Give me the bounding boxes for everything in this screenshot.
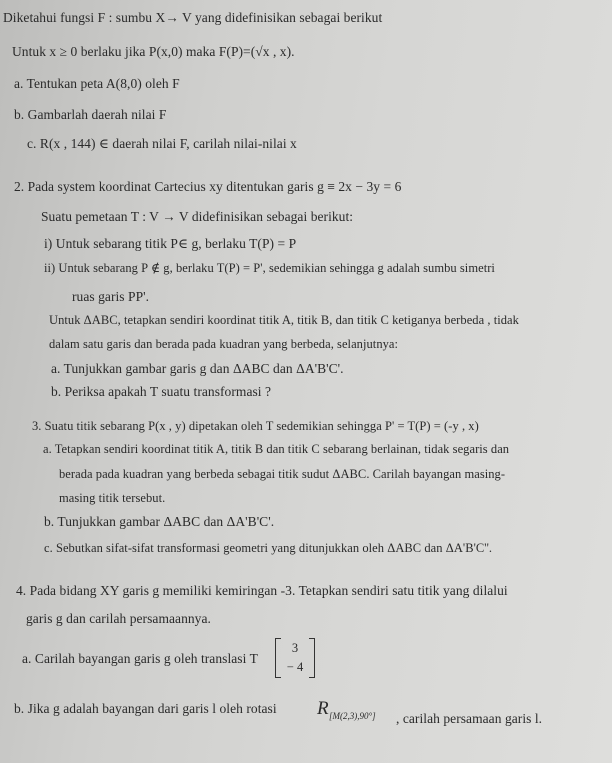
question-2-title: 2. Pada system koordinat Cartecius xy ditentukan garis g ≡ 2x − 3y = 6 — [14, 179, 402, 194]
question-4-title: 4. Pada bidang XY garis g memiliki kemiringan -3. Tetapkan sendiri satu titik yang dilalui — [16, 583, 508, 598]
rotation-symbol: R — [317, 698, 329, 719]
question-2-rule-1: i) Untuk sebarang titik P∈ g, berlaku T(P) = P — [44, 236, 297, 251]
question-2a: a. Tunjukkan gambar garis g dan ΔABC dan ΔA'B'C'. — [51, 361, 344, 376]
vector-bottom-entry: − 4 — [286, 660, 304, 674]
intro-line: Diketahui fungsi F : sumbu X→ V yang didefinisikan sebagai berikut — [3, 10, 383, 25]
condition-line: Untuk x ≥ 0 berlaku jika P(x,0) maka F(P)=(√x , x). — [12, 44, 295, 59]
question-1c: c. R(x , 144) ∈ daerah nilai F, carilah nilai-nilai x — [27, 136, 297, 151]
question-4b-end: , carilah persamaan garis l. — [396, 711, 543, 726]
question-2b: b. Periksa apakah T suatu transformasi ? — [51, 384, 272, 399]
question-3a-cont-2: masing titik tersebut. — [59, 491, 166, 505]
question-3a: a. Tetapkan sendiri koordinat titik A, titik B dan titik C sebarang berlainan, tidak segaris dan — [43, 442, 510, 456]
vector-top-entry: 3 — [291, 641, 299, 655]
question-3b: b. Tunjukkan gambar ΔABC dan ΔA'B'C'. — [44, 514, 275, 529]
question-1b: b. Gambarlah daerah nilai F — [14, 107, 167, 122]
question-4-title-cont: garis g dan carilah persamaannya. — [26, 611, 211, 626]
translation-column-vector — [275, 638, 315, 678]
question-3a-cont-1: berada pada kuadran yang berbeda sebagai titik sudut ΔABC. Carilah bayangan masing- — [59, 467, 506, 481]
question-1a: a. Tentukan peta A(8,0) oleh F — [14, 76, 180, 91]
question-3-title: 3. Suatu titik sebarang P(x , y) dipetakan oleh T sedemikian sehingga P' = T(P) = (-y , x) — [32, 419, 479, 433]
question-2-triangle-cont: dalam satu garis dan berada pada kuadran yang berbeda, selanjutnya: — [49, 337, 399, 351]
question-4b: b. Jika g adalah bayangan dari garis l oleh rotasi — [14, 701, 277, 716]
question-2-mapping: Suatu pemetaan T : V → V didefinisikan sebagai berikut: — [41, 209, 354, 224]
question-2-rule-2-cont: ruas garis PP'. — [72, 289, 150, 304]
rotation-subscript: [M(2,3),90°] — [329, 711, 376, 721]
question-2-rule-2: ii) Untuk sebarang P ∉ g, berlaku T(P) = P', sedemikian sehingga g adalah sumbu simetri — [44, 261, 495, 275]
question-2-triangle: Untuk ΔABC, tetapkan sendiri koordinat titik A, titik B, dan titik C ketiganya berbeda , tidak — [49, 313, 519, 327]
question-4a: a. Carilah bayangan garis g oleh translasi T — [22, 651, 258, 666]
question-3c: c. Sebutkan sifat-sifat transformasi geometri yang ditunjukkan oleh ΔABC dan ΔA'B'C''. — [44, 541, 493, 555]
